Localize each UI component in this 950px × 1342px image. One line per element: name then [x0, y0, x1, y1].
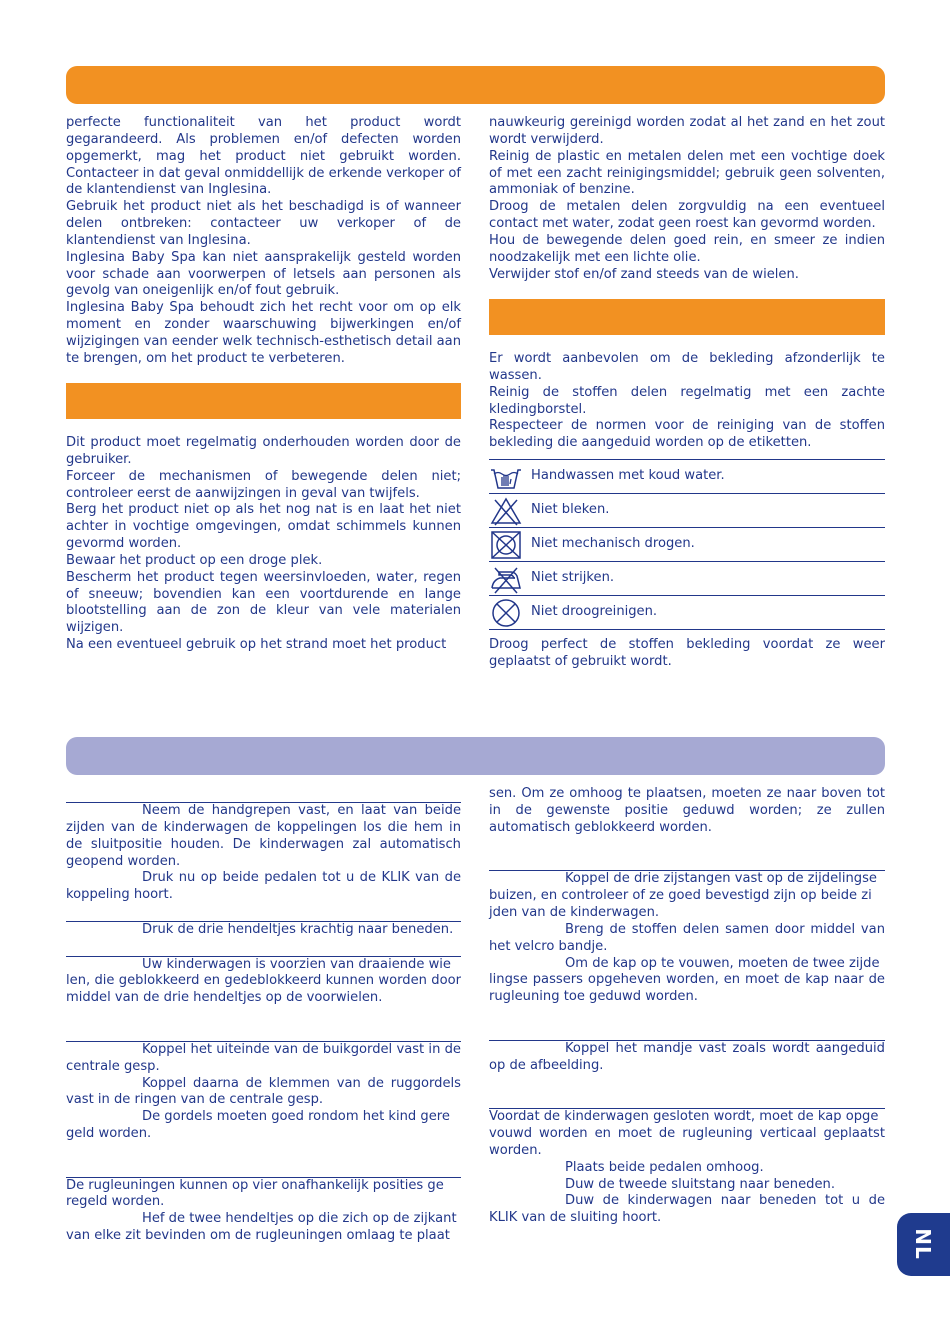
- paragraph: Uw kinderwagen is voorzien van draaiende wie: [142, 956, 451, 972]
- paragraph: Koppel daarna de klemmen van de ruggordels vast in de ringen van de centrale gesp.: [66, 1075, 461, 1108]
- paragraph: lingse passers opgeheven worden, en moet de kap naar de rugleuning toe geduwd worden.: [489, 972, 885, 1005]
- paragraph: nauwkeurig gereinigd worden zodat al het zand en het zout wordt verwijderd.: [489, 115, 885, 147]
- paragraph: van elke zit bevinden om de rugleuningen omlaag te plaat: [66, 1228, 450, 1244]
- maintenance-column: [66, 435, 461, 654]
- paragraph: Gebruik het product niet als het beschadigd is of wanneer delen ontbreken: contacteer uw verkoper of de klantendienst van Inglesina.: [66, 199, 461, 248]
- no-tumble-dry-icon: [489, 530, 523, 560]
- cleaning-column: [489, 115, 885, 283]
- no-dryclean-icon: [489, 598, 523, 628]
- no-bleach-icon: [489, 496, 523, 526]
- paragraph: Breng de stoffen delen samen door middel van het velcro bandje.: [489, 921, 885, 954]
- paragraph: Dit product moet regelmatig onderhouden worden door de gebruiker.: [66, 435, 461, 467]
- paragraph: Droog perfect de stoffen bekleding voordat ze weer geplaatst of gebruikt wordt.: [489, 637, 885, 669]
- paragraph: Duw de tweede sluitstang naar beneden.: [565, 1176, 835, 1192]
- paragraph: Berg het product niet op als het nog nat is en laat het niet achter in vochtige omgevingen, omdat schimmels kunnen gevormd worden.: [66, 502, 461, 552]
- paragraph: Koppel de drie zijstangen vast op de zijdelingse: [565, 871, 877, 887]
- paragraph: Bewaar het product op een droge plek.: [66, 552, 323, 568]
- fabric-header-bar: [489, 299, 885, 335]
- fabric-column: [489, 351, 885, 671]
- paragraph: Om de kap op te vouwen, moeten de twee zijde: [565, 955, 880, 971]
- paragraph: perfecte functionaliteit van het product wordt gegarandeerd. Als problemen en/of defecten worden opgemerkt, mag het product niet gebruikt worden. Contacteer in dat geval onmiddellijk de erkende verkoper of de klantendienst van Inglesina.: [66, 115, 461, 198]
- paragraph: Neem de handgrepen vast, en laat van beide zijden van de kinderwagen de koppelingen los die hem in de sluitpositie houden. De kinderwagen zal automatisch geopend worden.: [66, 803, 461, 869]
- wash-symbol-row: [489, 459, 885, 493]
- wash-symbol-row: [489, 561, 885, 595]
- paragraph: jden van de kinderwagen.: [489, 905, 660, 921]
- paragraph: Voordat de kinderwagen gesloten wordt, moet de kap opge: [489, 1109, 879, 1125]
- paragraph: Duw de kinderwagen naar beneden tot u de KLIK van de sluiting hoort.: [489, 1193, 885, 1226]
- paragraph: Er wordt aanbevolen om de bekleding afzonderlijk te wassen.: [489, 351, 885, 383]
- paragraph: De rugleuningen kunnen op vier onafhankelijk posities ge: [66, 1177, 444, 1193]
- paragraph: Druk de drie hendeltjes krachtig naar beneden.: [142, 921, 454, 937]
- wash-symbol-text: Handwassen met koud water.: [531, 468, 725, 484]
- no-iron-icon: [489, 564, 523, 594]
- paragraph: regeld worden.: [66, 1194, 165, 1210]
- paragraph: Hou de bewegende delen goed rein, en smeer ze indien noodzakelijk met een lichte olie.: [489, 232, 885, 265]
- wash-symbol-text: Niet droogreinigen.: [531, 604, 658, 620]
- wash-symbol-text: Niet mechanisch drogen.: [531, 536, 695, 552]
- paragraph: Bescherm het product tegen weersinvloeden, water, regen of sneeuw; bovendien kan een voortdurende en lange blootstelling aan de zon de kleur van vele materialen wijzigen.: [66, 569, 461, 636]
- paragraph: Koppel het uiteinde van de buikgordel vast in de centrale gesp.: [66, 1041, 461, 1074]
- instructions-header-bar: [66, 737, 885, 775]
- paragraph: Hef de twee hendeltjes op die zich op de zijkant: [142, 1211, 457, 1227]
- wash-symbol-text: Niet strijken.: [531, 570, 615, 586]
- paragraph: Plaats beide pedalen omhoog.: [565, 1159, 764, 1175]
- paragraph: vouwd worden en moet de rugleuning verticaal geplaatst worden.: [489, 1126, 885, 1158]
- paragraph: Koppel het mandje vast zoals wordt aangeduid op de afbeelding.: [489, 1040, 885, 1073]
- paragraph: geld worden.: [66, 1126, 152, 1142]
- paragraph: Droog de metalen delen zorgvuldig na een eventueel contact met water, zodat geen roest kan gevormd worden.: [489, 199, 885, 232]
- paragraph: De gordels moeten goed rondom het kind gere: [142, 1109, 450, 1125]
- wash-symbol-row: [489, 595, 885, 630]
- handwash-icon: [489, 462, 523, 492]
- paragraph: Respecteer de normen voor de reiniging van de stoffen bekleding die aangeduid worden op de etiketten.: [489, 418, 885, 451]
- paragraph: Forceer de mechanismen of bewegende delen niet; controleer eerst de aanwijzingen in geval van twijfels.: [66, 468, 461, 501]
- paragraph: Reinig de stoffen delen regelmatig met een zachte kledingborstel.: [489, 384, 885, 417]
- paragraph: sen. Om ze omhoog te plaatsen, moeten ze naar boven tot in de gewenste positie geduwd worden; ze zullen automatisch geblokkeerd worden.: [489, 786, 885, 835]
- language-label: NL: [911, 1228, 935, 1260]
- warnings-column: [66, 115, 461, 368]
- maintenance-header-bar: [66, 383, 461, 419]
- language-tab: [897, 1213, 950, 1276]
- section-header-bar-top: [66, 66, 885, 104]
- paragraph: Reinig de plastic en metalen delen met een vochtige doek of met een zacht reinigingsmiddel; gebruik geen solventen, ammoniak of benzine.: [489, 148, 885, 198]
- paragraph: Druk nu op beide pedalen tot u de KLIK van de koppeling hoort.: [66, 870, 461, 903]
- wash-symbol-text: Niet bleken.: [531, 502, 610, 518]
- wash-symbol-list: [489, 459, 885, 630]
- paragraph: Verwijder stof en/of zand steeds van de wielen.: [489, 266, 799, 282]
- paragraph: Inglesina Baby Spa kan niet aansprakelijk gesteld worden voor schade aan voorwerpen of letsels aan personen als gevolg van oneigenlijk en/of fout gebruik.: [66, 249, 461, 299]
- paragraph: buizen, en controleer of ze goed bevestigd zijn op beide zi: [489, 888, 872, 904]
- paragraph: Inglesina Baby Spa behoudt zich het recht voor om op elk moment en zonder waarschuwing bijwerkingen en/of wijzigingen van eender welk technisch-esthetisch detail aan te brengen, om het product te verbeteren.: [66, 300, 461, 366]
- paragraph: Na een eventueel gebruik op het strand moet het product: [66, 637, 447, 653]
- wash-symbol-row: [489, 527, 885, 561]
- paragraph: len, die geblokkeerd en gedeblokkeerd kunnen worden door middel van de drie hendeltjes op de voorwielen.: [66, 973, 461, 1006]
- wash-symbol-row: [489, 493, 885, 527]
- instructions-left-column: [66, 802, 461, 1245]
- instructions-right-column: [489, 786, 885, 1227]
